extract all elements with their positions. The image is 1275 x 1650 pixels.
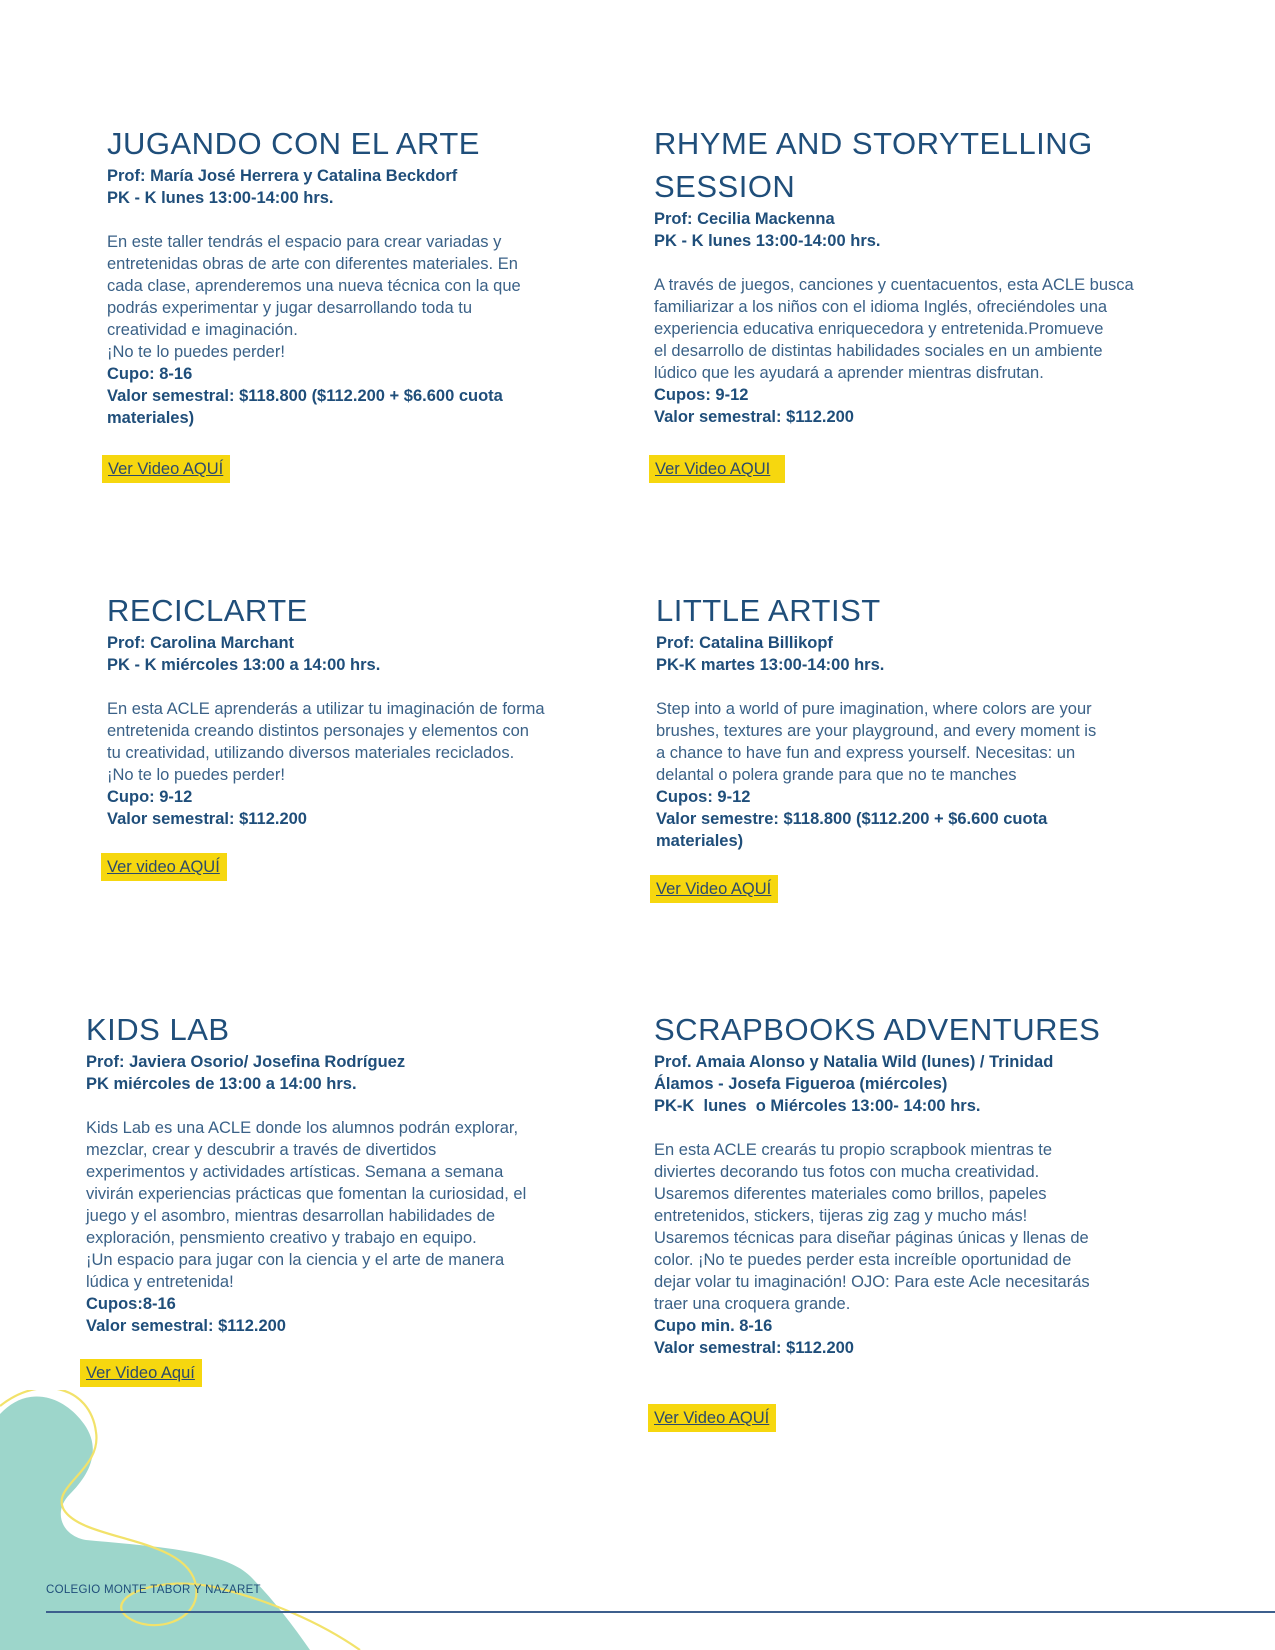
card-price: Valor semestral: $112.200: [654, 1339, 854, 1357]
card-capacity: Cupo: 9-12: [107, 788, 193, 806]
card-schedule: PK - K miércoles 13:00 a 14:00 hrs.: [107, 656, 381, 674]
card-capacity: Cupos: 9-12: [656, 788, 751, 806]
card-teacher: Prof: Cecilia Mackenna: [654, 210, 835, 228]
video-link[interactable]: Ver Video AQUÍ: [102, 455, 230, 483]
card-teacher: Prof: María José Herrera y Catalina Beckdorf: [107, 167, 458, 185]
card-teacher: Prof: Javiera Osorio/ Josefina Rodríguez: [86, 1053, 406, 1071]
card-price: Valor semestral: $112.200: [107, 810, 307, 828]
acle-card-little-artist: [656, 589, 1196, 852]
card-description: Kids Lab es una ACLE donde los alumnos podrán explorar, mezclar, crear y descubrir a través de divertidos experimentos y actividades artísticas. Semana a semana vivirán experiencias prácticas que fomentan la curiosidad, el juego y el asombro, mientras desarrollan habilidades de exploración, pensmiento creativo y trabajo en equipo. ¡Un espacio para jugar con la ciencia y el arte de manera lúdica y entretenida!: [86, 1119, 527, 1291]
video-link[interactable]: Ver Video AQUÍ: [650, 875, 778, 903]
card-capacity: Cupo min. 8-16: [654, 1317, 773, 1335]
card-teacher: Prof. Amaia Alonso y Natalia Wild (lunes) / Trinidad Álamos - Josefa Figueroa (miércoles): [654, 1053, 1054, 1093]
card-teacher: Prof: Carolina Marchant: [107, 634, 295, 652]
card-schedule: PK - K lunes 13:00-14:00 hrs.: [107, 189, 334, 207]
card-title: JUGANDO CON EL ARTE: [107, 126, 480, 161]
footer-divider: [46, 1611, 1275, 1613]
acle-card-rhyme-and-storytelling: [654, 122, 1214, 428]
acle-card-kids-lab: [86, 1008, 626, 1337]
card-price: Valor semestral: $118.800 ($112.200 + $6.600 cuota materiales): [107, 387, 503, 427]
acle-card-reciclarte: [107, 589, 627, 830]
card-title: RHYME AND STORYTELLING SESSION: [654, 126, 1093, 204]
card-title: SCRAPBOOKS ADVENTURES: [654, 1012, 1101, 1047]
card-schedule: PK - K lunes 13:00-14:00 hrs.: [654, 232, 881, 250]
card-price: Valor semestral: $112.200: [654, 408, 854, 426]
video-link[interactable]: Ver Video Aquí: [80, 1359, 202, 1387]
card-title: RECICLARTE: [107, 593, 308, 628]
card-title: LITTLE ARTIST: [656, 593, 881, 628]
footer-school-name: COLEGIO MONTE TABOR Y NAZARET: [46, 1584, 261, 1596]
card-teacher: Prof: Catalina Billikopf: [656, 634, 833, 652]
card-capacity: Cupos: 9-12: [654, 386, 749, 404]
card-schedule: PK-K martes 13:00-14:00 hrs.: [656, 656, 885, 674]
video-link[interactable]: Ver Video AQUI: [649, 455, 785, 483]
card-schedule: PK miércoles de 13:00 a 14:00 hrs.: [86, 1075, 357, 1093]
video-link[interactable]: Ver Video AQUÍ: [648, 1404, 776, 1432]
card-capacity: Cupos:8-16: [86, 1295, 176, 1313]
video-link[interactable]: Ver video AQUÍ: [101, 853, 227, 881]
card-description: En este taller tendrás el espacio para crear variadas y entretenidas obras de arte con diferentes materiales. En cada clase, aprenderemos una nueva técnica con la que podrás experimentar y jugar desarrollando toda tu creatividad e imaginación. ¡No te lo puedes perder!: [107, 233, 521, 361]
card-capacity: Cupo: 8-16: [107, 365, 193, 383]
acle-card-jugando-con-el-arte: [107, 122, 607, 429]
card-title: KIDS LAB: [86, 1012, 230, 1047]
card-description: En esta ACLE crearás tu propio scrapbook mientras te diviertes decorando tus fotos con mucha creatividad. Usaremos diferentes materiales como brillos, papeles entretenidos, stickers, tijeras zig zag y mucho más! Usaremos técnicas para diseñar páginas únicas y llenas de color. ¡No te puedes perder esta increíble oportunidad de dejar volar tu imaginación! OJO: Para este Acle necesitarás traer una croquera grande.: [654, 1141, 1090, 1313]
card-description: Step into a world of pure imagination, where colors are your brushes, textures are your playground, and every moment is a chance to have fun and express yourself. Necesitas: un delantal o polera grande para que no te manches: [656, 700, 1097, 784]
card-schedule: PK-K lunes o Miércoles 13:00- 14:00 hrs.: [654, 1097, 981, 1115]
card-description: A través de juegos, canciones y cuentacuentos, esta ACLE busca familiarizar a los niños con el idioma Inglés, ofreciéndoles una experiencia educativa enriquecedora y entretenida.Promueve el desarrollo de distintas habilidades sociales en un ambiente lúdico que les ayudará a aprender mientras disfrutan.: [654, 276, 1134, 382]
acle-card-scrapbooks-adventures: [654, 1008, 1214, 1359]
card-price: Valor semestral: $112.200: [86, 1317, 286, 1335]
card-price: Valor semestre: $118.800 ($112.200 + $6.600 cuota materiales): [656, 810, 1048, 850]
card-description: En esta ACLE aprenderás a utilizar tu imaginación de forma entretenida creando distintos personajes y elementos con tu creatividad, utilizando diversos materiales reciclados. ¡No te lo puedes perder!: [107, 700, 545, 784]
